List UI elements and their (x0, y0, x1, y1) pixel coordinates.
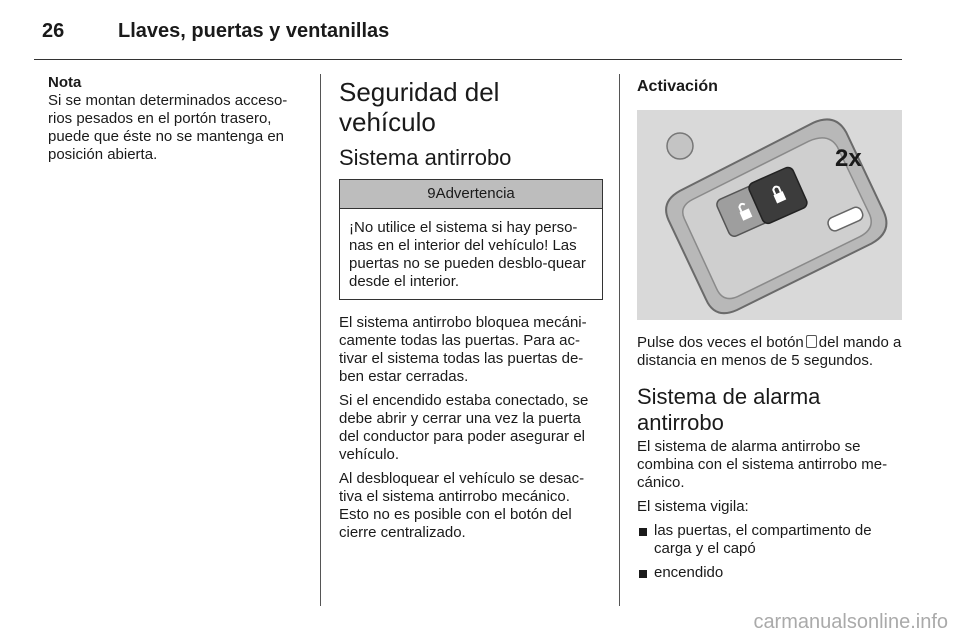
warning-box (339, 179, 603, 300)
warning-header (340, 180, 602, 209)
column-divider-1 (320, 74, 321, 606)
lock-button-icon (806, 335, 817, 348)
paragraph: El sistema vigila: (637, 498, 749, 515)
activation-title: Activación (637, 78, 718, 95)
note-label: Nota (48, 74, 82, 91)
watch-list (637, 522, 902, 582)
page-title: Llaves, puertas y ventanillas (118, 20, 390, 42)
column-3 (637, 74, 902, 588)
paragraph: Si el encendido estaba conectado, se debe abrir y cerrar una vez la puerta del conductor para poder asegurar el vehículo. (339, 392, 589, 463)
page-header (42, 20, 389, 43)
list-item: encendido (637, 564, 902, 582)
key-fob-image (637, 110, 902, 320)
warning-text: ¡No utilice el sistema si hay perso-nas en el interior del vehículo! Las puertas no se pueden desblo-quear desde el interior. (349, 219, 586, 290)
warning-icon: 9 (427, 185, 436, 202)
press-instruction (637, 334, 902, 370)
subsection-title: Sistema antirrobo (339, 145, 512, 170)
header-rule (34, 59, 902, 60)
paragraph: El sistema antirrobo bloquea mecáni-camente todas las puertas. Para ac-tivar el sistema todas las puertas de-ben estar cerradas. (339, 314, 587, 385)
list-item: las puertas, el compartimento de carga y el capó (637, 522, 902, 558)
press-count-label: 2x (835, 145, 862, 172)
page-number: 26 (42, 20, 65, 42)
key-fob-illustration (637, 110, 902, 320)
column-divider-2 (619, 74, 620, 606)
watermark: carmanualsonline.info (753, 611, 948, 633)
warning-label: Advertencia (435, 185, 515, 202)
press-text-after: del mando a distancia en menos de 5 segundos. (637, 334, 902, 369)
paragraph: Al desbloquear el vehículo se desac-tiva el sistema antirrobo mecánico. Esto no es posible con el botón del cierre centralizado. (339, 470, 585, 541)
alarm-title: Sistema de alarma antirrobo (637, 384, 821, 435)
note-text: Si se montan determinados acceso-rios pesados en el portón trasero, puede que éste no se mantenga en posición abierta. (48, 92, 288, 163)
paragraph: El sistema de alarma antirrobo se combina con el sistema antirrobo me-cánico. (637, 438, 888, 491)
section-title: Seguridad del vehículo (339, 77, 500, 137)
column-1 (48, 74, 310, 170)
column-2 (339, 74, 603, 548)
press-text-before: Pulse dos veces el botón (637, 334, 804, 351)
